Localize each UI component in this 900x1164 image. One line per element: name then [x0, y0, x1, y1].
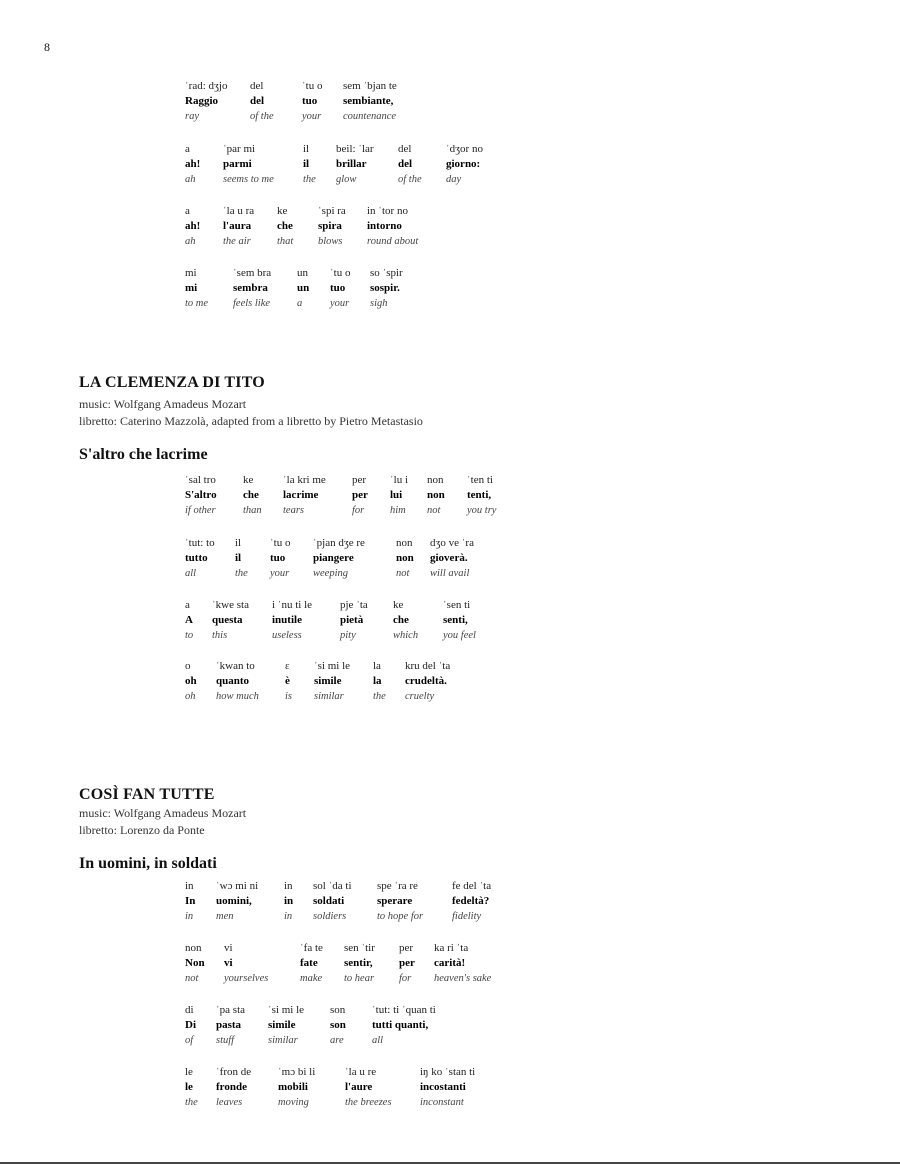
italian-word: tutto	[185, 552, 208, 564]
italian-word: ah!	[185, 220, 201, 232]
ipa-word: ˈten ti	[467, 474, 493, 486]
ipa-word: ˈfa te	[300, 942, 323, 954]
ipa-word: ˈrad: dʒjo	[185, 80, 228, 92]
ipa-word: ˈpar mi	[223, 143, 256, 155]
italian-word: è	[285, 675, 290, 687]
english-word: stuff	[216, 1035, 235, 1046]
english-word: how much	[216, 691, 259, 702]
ipa-word: sen ˈtir	[344, 942, 375, 954]
ipa-word: ˈtut: ti ˈquan ti	[372, 1004, 436, 1016]
italian-word: tenti,	[467, 489, 492, 501]
ipa-word: ˈtu o	[330, 267, 351, 279]
ipa-word: ˈsi mi le	[314, 660, 351, 672]
ipa-word: di	[185, 1004, 194, 1016]
ipa-word: ˈla kri me	[283, 474, 326, 486]
english-word: the	[373, 691, 386, 702]
italian-word: intorno	[367, 220, 402, 232]
italian-word: In	[185, 895, 196, 907]
ipa-word: del	[398, 143, 412, 155]
english-word: the	[185, 1097, 198, 1108]
italian-word: vi	[224, 957, 233, 969]
ipa-word: o	[185, 660, 191, 672]
italian-word: Raggio	[185, 95, 218, 107]
italian-word: del	[250, 95, 265, 107]
ipa-word: ɛ	[285, 660, 290, 672]
ipa-word: dʒo ve ˈra	[430, 537, 474, 549]
italian-word: l'aure	[345, 1081, 373, 1093]
ipa-word: ke	[277, 205, 288, 217]
english-word: yourselves	[224, 973, 269, 984]
ipa-word: in ˈtor no	[367, 205, 408, 217]
ipa-word: in	[284, 880, 293, 892]
english-word: of the	[398, 174, 422, 185]
ipa-word: ˈtut: to	[185, 537, 215, 549]
english-word: if other	[185, 505, 216, 516]
ipa-word: sem ˈbjan te	[343, 80, 397, 92]
ipa-word: fe del ˈta	[452, 880, 492, 892]
ipa-word: mi	[185, 267, 197, 279]
ipa-word: ˈsem bra	[233, 267, 272, 279]
ipa-word: non	[427, 474, 444, 486]
english-word: for	[399, 973, 412, 984]
ipa-word: pje ˈta	[340, 599, 368, 611]
ipa-word: ˈdʒor no	[446, 143, 483, 155]
italian-word: tuo	[330, 282, 346, 294]
italian-word: soldati	[313, 895, 345, 907]
english-word: soldiers	[313, 911, 347, 922]
italian-word: l'aura	[223, 220, 252, 232]
ipa-word: ˈlu i	[390, 474, 409, 486]
english-word: pity	[340, 630, 356, 641]
italian-word: S'altro	[185, 489, 217, 501]
italian-word: tuo	[302, 95, 318, 107]
english-word: that	[277, 236, 294, 247]
ipa-word: per	[399, 942, 414, 954]
english-word: cruelty	[405, 691, 435, 702]
english-word: round about	[367, 236, 419, 247]
aria-title-cosi: In uomini, in soldati	[79, 855, 217, 872]
ipa-word: non	[396, 537, 413, 549]
music-credit-clemenza: music: Wolfgang Amadeus Mozart	[79, 397, 247, 411]
english-word: to hope for	[377, 911, 424, 922]
ipa-word: ˈkwe sta	[212, 599, 249, 611]
italian-word: mi	[185, 282, 198, 294]
ipa-word: un	[297, 267, 308, 279]
english-word: a	[297, 298, 303, 309]
english-word: useless	[272, 630, 302, 641]
ipa-word: ˈsen ti	[443, 599, 471, 611]
english-word: not	[396, 568, 410, 579]
english-word: to	[185, 630, 194, 641]
english-word: sigh	[370, 298, 388, 309]
english-word: for	[352, 505, 365, 516]
english-word: oh	[185, 691, 196, 702]
ipa-word: ke	[393, 599, 404, 611]
italian-word: la	[373, 675, 382, 687]
italian-word: son	[330, 1019, 346, 1031]
italian-word: lacrime	[283, 489, 319, 501]
italian-word: un	[297, 282, 310, 294]
ipa-word: la	[373, 660, 381, 672]
ipa-word: sol ˈda ti	[313, 880, 352, 892]
english-word: to me	[185, 298, 209, 309]
italian-word: fedeltà?	[452, 895, 490, 907]
english-word: you try	[467, 505, 497, 516]
ipa-word: ˈkwan to	[216, 660, 255, 672]
ipa-word: ˈpa sta	[216, 1004, 246, 1016]
italian-word: ah!	[185, 158, 201, 170]
english-word: countenance	[343, 111, 397, 122]
italian-word: il	[303, 158, 310, 170]
ipa-word: il	[303, 143, 310, 155]
italian-word: sperare	[377, 895, 413, 907]
ipa-word: del	[250, 80, 264, 92]
italian-word: Di	[185, 1019, 196, 1031]
italian-word: giorno:	[446, 158, 481, 170]
english-word: the	[303, 174, 316, 185]
english-word: day	[446, 174, 462, 185]
english-word: seems to me	[223, 174, 274, 185]
italian-word: pasta	[216, 1019, 242, 1031]
ipa-word: a	[185, 205, 190, 217]
ipa-word: a	[185, 599, 190, 611]
page-number: 8	[44, 40, 50, 54]
italian-word: per	[352, 489, 368, 501]
italian-word: le	[185, 1081, 193, 1093]
ipa-word: kru del ˈta	[405, 660, 451, 672]
english-word: the breezes	[345, 1097, 392, 1108]
italian-word: non	[396, 552, 414, 564]
ipa-word: ˈfron de	[216, 1066, 252, 1078]
italian-word: oh	[185, 675, 197, 687]
italian-word: che	[393, 614, 409, 626]
english-word: similar	[314, 691, 344, 702]
italian-word: tuo	[270, 552, 286, 564]
italian-word: simile	[268, 1019, 296, 1031]
italian-word: pietà	[340, 614, 364, 626]
english-word: of	[185, 1035, 194, 1046]
ipa-word: iŋ ko ˈstan ti	[420, 1066, 476, 1078]
english-word: ray	[185, 111, 199, 122]
english-word: the	[235, 568, 248, 579]
ipa-word: i ˈnu ti le	[272, 599, 313, 611]
italian-word: piangere	[313, 552, 354, 564]
italian-word: carità!	[434, 957, 466, 969]
italian-word: brillar	[336, 158, 367, 170]
italian-word: uomini,	[216, 895, 252, 907]
italian-word: fronde	[216, 1081, 247, 1093]
italian-word: tutti quanti,	[372, 1019, 429, 1031]
ipa-word: ˈwɔ mi ni	[216, 880, 259, 892]
english-word: you feel	[443, 630, 476, 641]
ipa-word: ˈsal tro	[185, 474, 216, 486]
ipa-word: le	[185, 1066, 193, 1078]
english-word: ah	[185, 174, 196, 185]
english-word: in	[284, 911, 293, 922]
italian-word: crudeltà.	[405, 675, 447, 687]
english-word: all	[185, 568, 197, 579]
ipa-word: in	[185, 880, 194, 892]
ipa-word: ˈtu o	[270, 537, 291, 549]
english-word: of the	[250, 111, 274, 122]
ipa-word: son	[330, 1004, 346, 1016]
english-word: tears	[283, 505, 304, 516]
italian-word: parmi	[223, 158, 252, 170]
italian-word: Non	[185, 957, 205, 969]
italian-word: A	[185, 614, 193, 626]
ipa-word: beil: ˈlar	[336, 143, 374, 155]
english-word: glow	[336, 174, 357, 185]
ipa-word: ˈsi mi le	[268, 1004, 305, 1016]
english-word: men	[216, 911, 234, 922]
english-word: which	[393, 630, 419, 641]
libretto-credit-clemenza: libretto: Caterino Mazzolà, adapted from a libretto by Pietro Metastasio	[79, 414, 423, 428]
music-credit-cosi: music: Wolfgang Amadeus Mozart	[79, 806, 247, 820]
english-word: this	[212, 630, 228, 641]
english-word: not	[185, 973, 199, 984]
ipa-word: ˈla u ra	[223, 205, 255, 217]
english-word: all	[372, 1035, 384, 1046]
ipa-word: a	[185, 143, 190, 155]
english-word: your	[270, 568, 290, 579]
opera-title-clemenza: LA CLEMENZA DI TITO	[79, 374, 265, 391]
english-word: will avail	[430, 568, 470, 579]
italian-word: mobili	[278, 1081, 308, 1093]
english-word: is	[285, 691, 293, 702]
opera-title-cosi: COSÌ FAN TUTTE	[79, 786, 215, 803]
english-word: in	[185, 911, 194, 922]
ipa-word: ˈmɔ bi li	[278, 1066, 316, 1078]
italian-word: incostanti	[420, 1081, 466, 1093]
italian-word: non	[427, 489, 445, 501]
english-word: him	[390, 505, 406, 516]
english-word: to hear	[344, 973, 375, 984]
ipa-word: ˈspi ra	[318, 205, 346, 217]
italian-word: quanto	[216, 675, 250, 687]
english-word: your	[330, 298, 350, 309]
ipa-word: ˈpjan dʒe re	[313, 537, 365, 549]
ipa-word: per	[352, 474, 367, 486]
english-word: make	[300, 973, 323, 984]
italian-word: sembra	[233, 282, 268, 294]
italian-word: del	[398, 158, 413, 170]
ipa-word: ke	[243, 474, 254, 486]
italian-word: che	[277, 220, 293, 232]
english-word: weeping	[313, 568, 348, 579]
english-word: feels like	[233, 298, 271, 309]
italian-word: sentir,	[344, 957, 373, 969]
english-word: similar	[268, 1035, 298, 1046]
ipa-word: il	[235, 537, 242, 549]
libretto-credit-cosi: libretto: Lorenzo da Ponte	[79, 823, 205, 837]
italian-word: questa	[212, 614, 243, 626]
italian-word: lui	[390, 489, 403, 501]
italian-word: senti,	[443, 614, 468, 626]
english-word: not	[427, 505, 441, 516]
english-word: the air	[223, 236, 251, 247]
italian-word: per	[399, 957, 415, 969]
english-word: your	[302, 111, 322, 122]
italian-word: sospir.	[370, 282, 400, 294]
ipa-word: ˈla u re	[345, 1066, 377, 1078]
italian-word: sembiante,	[343, 95, 394, 107]
ipa-word: non	[185, 942, 202, 954]
english-word: moving	[278, 1097, 309, 1108]
ipa-word: ˈtu o	[302, 80, 323, 92]
english-word: blows	[318, 236, 343, 247]
english-word: are	[330, 1035, 344, 1046]
aria-title-clemenza: S'altro che lacrime	[79, 446, 208, 463]
english-word: fidelity	[452, 911, 482, 922]
english-word: inconstant	[420, 1097, 464, 1108]
italian-word: gioverà.	[430, 552, 468, 564]
italian-word: fate	[300, 957, 318, 969]
english-word: than	[243, 505, 262, 516]
italian-word: inutile	[272, 614, 302, 626]
italian-word: che	[243, 489, 259, 501]
italian-word: in	[284, 895, 294, 907]
english-word: heaven's sake	[434, 973, 492, 984]
english-word: leaves	[216, 1097, 243, 1108]
ipa-word: vi	[224, 942, 233, 954]
italian-word: simile	[314, 675, 342, 687]
italian-word: il	[235, 552, 242, 564]
ipa-word: spe ˈra re	[377, 880, 418, 892]
italian-word: spira	[318, 220, 342, 232]
english-word: ah	[185, 236, 196, 247]
ipa-word: ka ri ˈta	[434, 942, 469, 954]
ipa-word: so ˈspir	[370, 267, 403, 279]
